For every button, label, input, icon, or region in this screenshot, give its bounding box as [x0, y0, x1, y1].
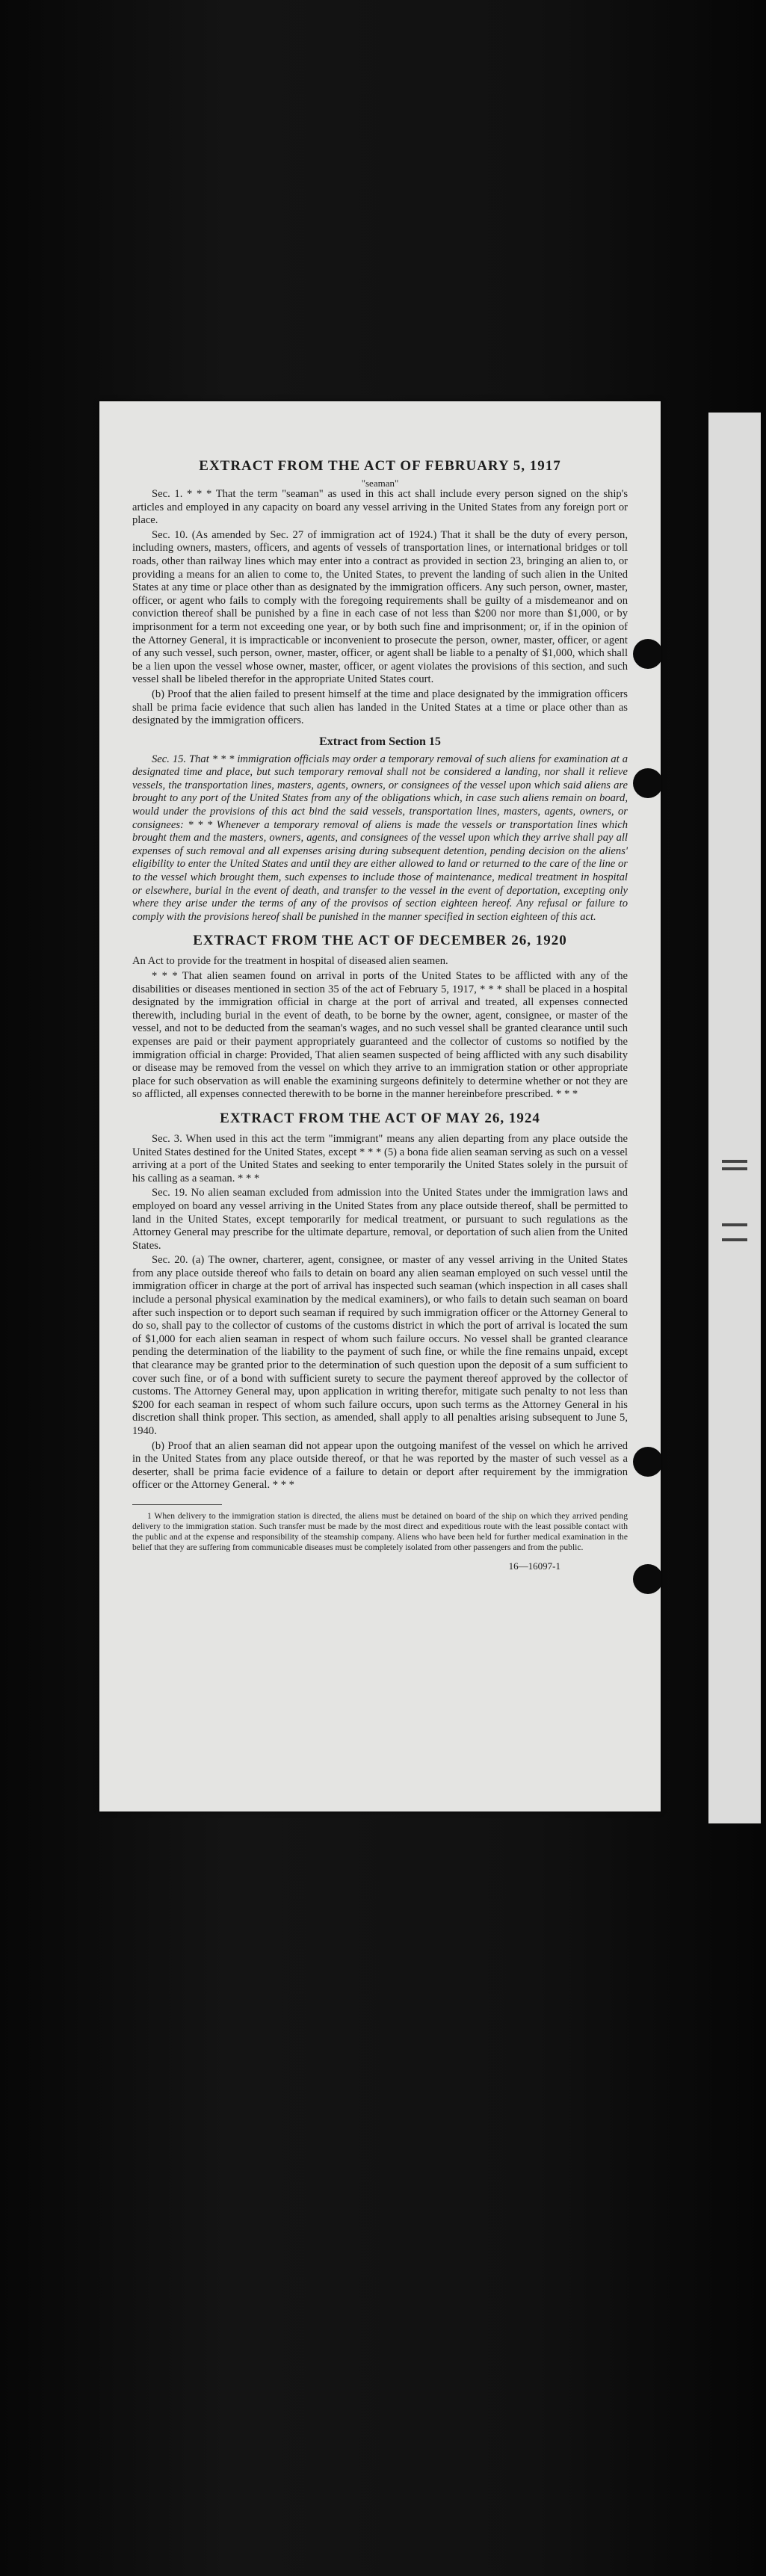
- punch-hole: [633, 768, 661, 798]
- heading-act-1920: EXTRACT FROM THE ACT OF DECEMBER 26, 1920: [193, 933, 567, 949]
- paragraph-1924-sec19: Sec. 19. No alien seaman excluded from admission into the United States under the immigration laws and employed on board any vessel arriving in the United States from any place outside thereof, shall be permitted to land in the United States, except temporarily for medical treatment, or pursuant to such regulations as the Attorney General may prescribe for the ultimate departure, removal, or deportation of such alien from the United States.: [132, 1187, 628, 1252]
- heading-act-1924: EXTRACT FROM THE ACT OF MAY 26, 1924: [220, 1110, 540, 1126]
- paragraph-1920-body: * * * That alien seamen found on arrival in ports of the United States to be afflicted with any of the disabilities or diseases mentioned in section 35 of the act of February 5, 1917, * * * shall be placed in a hospital designated by the immigration official in charge at the port of arrival and treated, all expenses connected therewith, including burial in the event of death, to be borne by the owner, agent, consignee, or master of the vessel, and not to be deducted from the seaman's wages, and no such vessel shall be granted clearance until such expenses are paid or their payment appropriately guaranteed and the collector of customs so notified by the immigration official in charge: Provided, That alien seamen suspected of being afflicted with any such disability or disease may be removed from the vessel on which they arrive to an immigration station or other appropriate place for such observation as will enable the examining surgeons definitely to determine whether or not they are so afflicted, all expenses connected therewith to be borne in the manner hereinbefore prescribed. * * *: [132, 970, 628, 1101]
- document-page: [99, 401, 661, 1811]
- punch-hole: [633, 639, 661, 669]
- paragraph-1924-sec3: Sec. 3. When used in this act the term "immigrant" means any alien departing from any place outside the United States destined for the United States, except * * * (5) a bona fide alien seaman serving as such on a vessel arriving at a port of the United States and seeking to enter temporarily the United States solely in the pursuit of his calling as a seaman. * * *: [132, 1132, 628, 1184]
- adjacent-page-strip: [708, 413, 761, 1823]
- paragraph-sec15: Sec. 15. That * * * immigration officials may order a temporary removal of such aliens for examination at a designated time and place, but such temporary removal shall not be considered a landing, nor shall it relieve vessels, the transportation lines, masters, agents, owners, or consignees of the vessel upon which said aliens are brought to any port of the United States from any of the obligations which, in case such aliens remain on board, would under the provisions of this act bind the said vessels, transportation lines, masters, agents, owners, or consignees: * * * Whenever a temporary removal of aliens is made the vessels or transportation lines which brought them and the masters, owners, agents, and consignees of the vessel upon which they arrive shall pay all expenses of such removal and all expenses arising during subsequent detention, pending decision on the aliens' eligibility to enter the United States and until they are either allowed to land or returned to the care of the line or to the vessel which brought them, such expenses to include those of maintenance, medical treatment in hospital or elsewhere, burial in the event of death, and transfer to the vessel in the event of deportation, excepting only where they arise under the terms of any of the provisos of section eighteen hereof. Any refusal or failure to comply with the provisions hereof shall be punished in the manner specified in section eighteen of this act.: [132, 753, 628, 923]
- strip-mark: [722, 1167, 747, 1170]
- strip-mark: [722, 1160, 747, 1163]
- punch-hole: [633, 1447, 661, 1477]
- heading-section-15: Extract from Section 15: [319, 735, 441, 748]
- paragraph-1920-title: An Act to provide for the treatment in hospital of diseased alien seamen.: [132, 955, 448, 968]
- footnote-rule: [132, 1504, 222, 1505]
- paragraph-1917-sec10: Sec. 10. (As amended by Sec. 27 of immigration act of 1924.) That it shall be the duty of every person, including owners, masters, officers, and agents of vessels of transportation lines, or international bridges or toll roads, other than railway lines which may enter into a contract as provided in section 23, bringing an alien to, or providing a means for an alien to come to, the United States, to prevent the landing of such alien in the United States at any time or place other than as designated by the immigration officers. Any such person, owner, master, officer, or agent who fails to comply with the foregoing requirements shall be guilty of a misdemeanor and on conviction thereof shall be punished by a fine in each case of not less than $200 nor more than $1,000, or by imprisonment for a term not exceeding one year, or by both such fine and imprisonment; or, if in the opinion of the Attorney General, it is impracticable or inconvenient to prosecute the person, owner, master, officer, or agent of any such vessel, such person, owner, master, officer, or agent shall be liable to a penalty of $1,000, which shall be a lien upon the vessel whose owner, master, officer, or agent violates the provisions of this section, and such vessel shall be libeled therefor in the appropriate United States court.: [132, 528, 628, 686]
- paragraph-1924-b: (b) Proof that an alien seaman did not appear upon the outgoing manifest of the vessel on which he arrived in the United States from any place outside thereof, or that he was reported by the master of such vessel as a deserter, shall be prima facie evidence of a failure to detain or deport after requirement by the immigration officer or the Attorney General. * * *: [132, 1439, 628, 1492]
- paragraph-1924-sec20: Sec. 20. (a) The owner, charterer, agent, consignee, or master of any vessel arriving in the United States from any place outside thereof who fails to detain on board any alien seaman employed on such vessel until the immigration officer in charge at the port of arrival has inspected such seaman (which inspection in all cases shall include a personal physical examination by the medical examiners), or who fails to detain such seaman on board after such inspection or to deport such seaman if required by such immigration officer or the Attorney General to do so, shall pay to the collector of customs of the customs district in which the port of arrival is located the sum of $1,000 for each alien seaman in respect of whom such failure occurs. No vessel shall be granted clearance pending the determination of the liability to the payment of such fine, or while the fine remains unpaid, except that clearance may be granted prior to the determination of such question upon the deposit of a sum sufficient to cover such fine, or of a bond with sufficient surety to secure the payment thereof approved by the collector of customs. The Attorney General may, upon application in writing therefor, mitigate such penalty to not less than $200 for each seaman in respect of whom such failure occurs, upon such terms as the Attorney General in his discretion shall think proper. This section, as amended, shall apply to all penalties arising subsequent to June 5, 1940.: [132, 1254, 628, 1437]
- paragraph-1917-sec1: Sec. 1. * * * That the term "seaman" as used in this act shall include every person signed on the ship's articles and employed in any capacity on board any vessel arriving in the United States from any foreign port or place.: [132, 488, 628, 527]
- interline-note: "seaman": [361, 478, 399, 489]
- paragraph-1917-b: (b) Proof that the alien failed to present himself at the time and place designated by the immigration officers shall be prima facie evidence that such alien has landed in the United States at a time or place other than as designated by the immigration officers.: [132, 688, 628, 727]
- punch-hole: [633, 1564, 661, 1594]
- heading-act-1917: EXTRACT FROM THE ACT OF FEBRUARY 5, 1917: [199, 458, 561, 474]
- footnote: 1 When delivery to the immigration station is directed, the aliens must be detained on board of the ship on which they arrived pending delivery to the immigration station. Such transfer must be made by the most direct and expeditious route with the least possible contact with the public and at the expense and responsibility of the steamship company. Aliens who have been held for further medical examination in the belief that they are suffering from communicable diseases must be completely isolated from other passengers and from the public.: [132, 1510, 628, 1552]
- print-code: 16—16097-1: [508, 1560, 560, 1572]
- strip-mark: [722, 1238, 747, 1241]
- strip-mark: [722, 1223, 747, 1226]
